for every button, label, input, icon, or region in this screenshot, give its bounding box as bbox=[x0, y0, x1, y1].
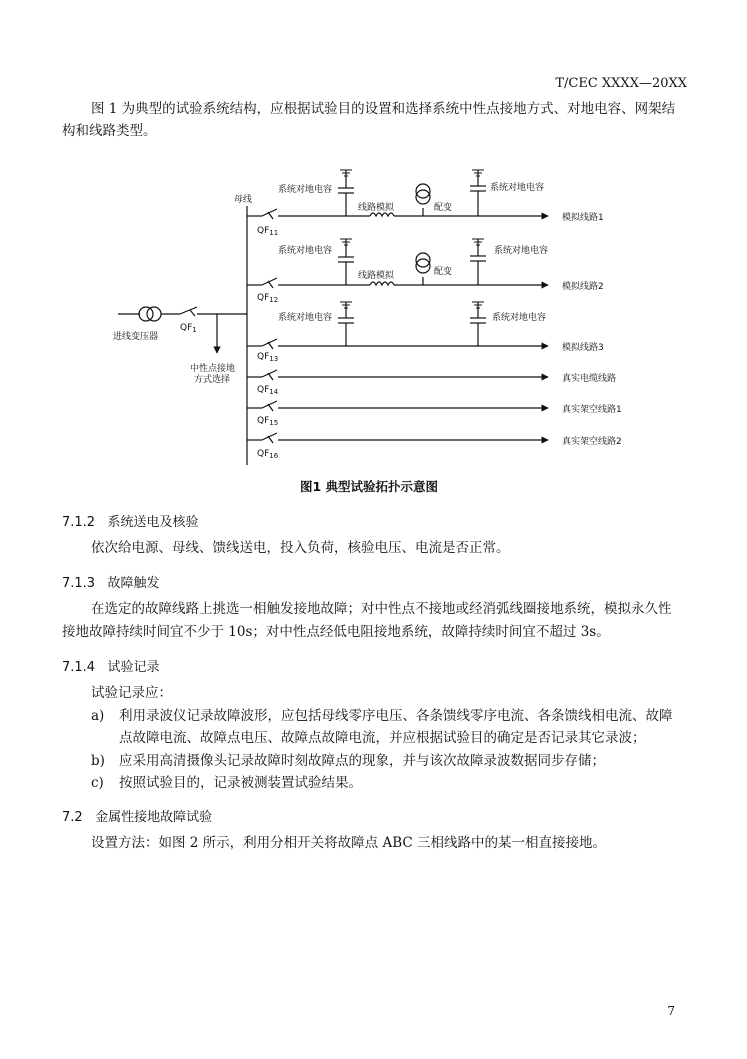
cap-label-1a: 系统对地电容 bbox=[278, 185, 333, 195]
section-number: 7.1.2 bbox=[62, 515, 96, 530]
section-7-1-3-body-line-2: 接地故障持续时间宜不少于 10s；对中性点经低电阻接地系统，故障持续时间宜不超过 3s。 bbox=[62, 624, 610, 640]
section-title: 系统送电及核验 bbox=[107, 515, 199, 530]
feeder-label-5: 真实架空线路1 bbox=[562, 405, 622, 415]
section-7-1-2-body: 依次给电源、母线、馈线送电，投入负荷，核验电压、电流是否正常。 bbox=[91, 540, 510, 556]
section-7-1-4-heading bbox=[62, 656, 160, 675]
line-sim-label-2: 线路模拟 bbox=[358, 271, 395, 281]
list-item-b-line-1: 应采用高清摄像头记录故障时刻故障点的现象，并与该次故障录波数据同步存储； bbox=[119, 753, 605, 769]
section-title: 试验记录 bbox=[107, 660, 160, 675]
bus-label: 母线 bbox=[234, 195, 253, 205]
neutral-label-1: 中性点接地 bbox=[190, 364, 236, 374]
cap-label-2b: 系统对地电容 bbox=[494, 246, 549, 256]
intro-line-1: 图 1 为典型的试验系统结构，应根据试验目的设置和选择系统中性点接地方式、对地电容、网架结 bbox=[91, 101, 676, 117]
section-title: 故障触发 bbox=[107, 576, 160, 591]
cap-label-1b: 系统对地电容 bbox=[490, 183, 545, 193]
feeder-label-2: 模拟线路2 bbox=[562, 282, 604, 292]
incoming-transformer-label: 进线变压器 bbox=[113, 332, 159, 342]
section-number: 7.2 bbox=[62, 810, 83, 825]
qf15-label: $QF_{15}$ bbox=[257, 416, 279, 427]
section-7-1-2-heading bbox=[62, 511, 199, 530]
list-item-a-line-1: 利用录波仪记录故障波形，应包括母线零序电压、各条馈线零序电流、各条馈线相电流、故障 bbox=[119, 708, 673, 724]
section-7-2-body: 设置方法：如图 2 所示，利用分相开关将故障点 ABC 三相线路中的某一相直接接地。 bbox=[91, 835, 607, 851]
qf13-label: $QF_{13}$ bbox=[257, 352, 279, 363]
neutral-label-2: 方式选择 bbox=[194, 375, 231, 385]
intro-line-2: 构和线路类型。 bbox=[62, 123, 157, 139]
section-number: 7.1.3 bbox=[62, 576, 96, 591]
qf11-label: $QF_{11}$ bbox=[257, 226, 279, 237]
dist-transformer-label-1: 配变 bbox=[434, 203, 453, 213]
qf16-label: $QF_{16}$ bbox=[257, 449, 279, 460]
section-7-2-heading bbox=[62, 806, 212, 825]
page-number: 7 bbox=[667, 1004, 675, 1018]
section-7-1-3-heading bbox=[62, 572, 160, 591]
document-id: T/CEC XXXX—20XX bbox=[555, 76, 687, 91]
qf14-label: $QF_{14}$ bbox=[257, 385, 279, 396]
topology-diagram bbox=[0, 0, 747, 470]
cap-label-2a: 系统对地电容 bbox=[278, 246, 333, 256]
feeder-label-3: 模拟线路3 bbox=[562, 343, 604, 353]
figure-caption: 图1 典型试验拓扑示意图 bbox=[300, 479, 439, 494]
section-number: 7.1.4 bbox=[62, 660, 96, 675]
cap-label-3b: 系统对地电容 bbox=[492, 313, 547, 323]
section-title: 金属性接地故障试验 bbox=[95, 810, 213, 825]
list-item-c-marker: c) bbox=[91, 775, 104, 791]
list-item-a-line-2: 点故障电流、故障点电压、故障点故障电流，并应根据试验目的确定是否记录其它录波； bbox=[119, 730, 646, 746]
list-item-b-marker: b) bbox=[91, 753, 105, 769]
cap-label-3a: 系统对地电容 bbox=[278, 313, 333, 323]
section-7-1-3-body-line-1: 在选定的故障线路上挑选一相触发接地故障；对中性点不接地或经消弧线圈接地系统，模拟永久性 bbox=[91, 601, 672, 617]
dist-transformer-label-2: 配变 bbox=[434, 267, 453, 277]
feeder-label-4: 真实电缆线路 bbox=[562, 374, 617, 384]
section-7-1-4-intro: 试验记录应： bbox=[91, 685, 172, 701]
feeder-label-6: 真实架空线路2 bbox=[562, 437, 622, 447]
feeder-label-1: 模拟线路1 bbox=[562, 213, 604, 223]
qf1-switch bbox=[180, 307, 197, 314]
qf1-label: $QF_1$ bbox=[180, 323, 197, 334]
list-item-c-line-1: 按照试验目的，记录被测装置试验结果。 bbox=[119, 775, 362, 791]
qf12-label: $QF_{12}$ bbox=[257, 293, 279, 304]
line-sim-label-1: 线路模拟 bbox=[358, 203, 395, 213]
list-item-a-marker: a) bbox=[91, 708, 105, 724]
